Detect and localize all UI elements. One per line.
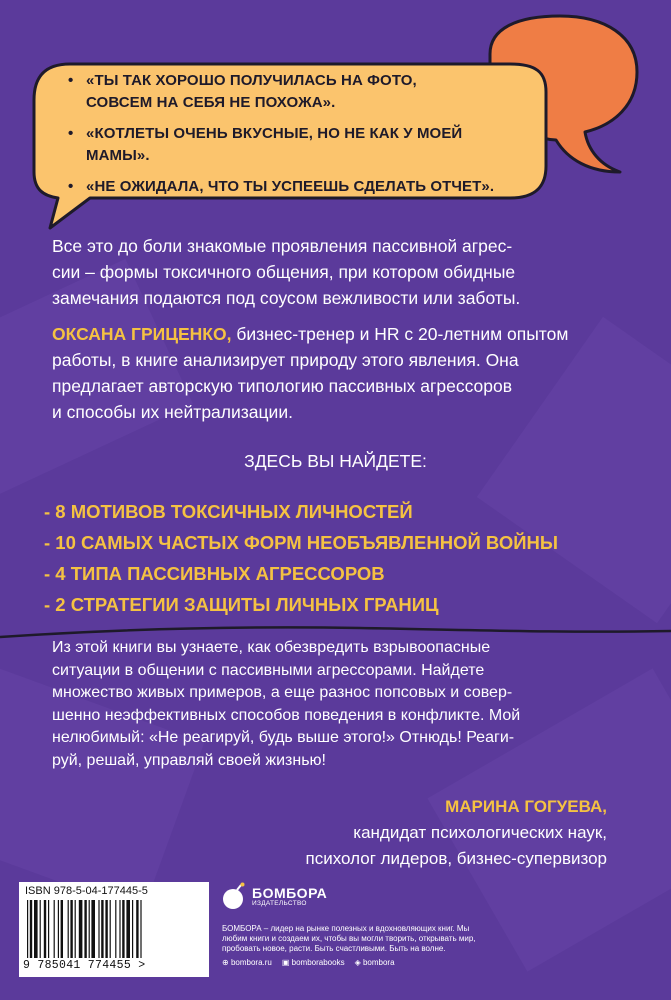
author-line: предлагает авторскую типологию пассивных агрессоров xyxy=(52,376,513,396)
findings-list xyxy=(44,496,558,620)
intro-paragraph xyxy=(52,233,620,311)
author-first-line xyxy=(52,321,620,347)
review-line: множество живых примеров, а еще разнос попсовых и совер- xyxy=(52,684,513,701)
author-name: ОКСАНА ГРИЦЕНКО, xyxy=(52,324,232,344)
social-link[interactable] xyxy=(355,958,395,967)
quote-item xyxy=(68,70,528,114)
barcode-number: 9 785041 774455 > xyxy=(23,959,146,972)
intro-line: сии – формы токсичного общения, при котором обидные xyxy=(52,262,516,282)
quote-line: «НЕ ОЖИДАЛА, ЧТО ТЫ УСПЕЕШЬ СДЕЛАТЬ ОТЧЕТ». xyxy=(86,178,495,195)
quote-list xyxy=(68,70,528,207)
review-signature xyxy=(306,794,607,872)
isbn-text: ISBN 978-5-04-177445-5 xyxy=(25,885,148,897)
website-link-label: bombora.ru xyxy=(230,958,272,967)
finding-item: - 10 САМЫХ ЧАСТЫХ ФОРМ НЕОБЪЯВЛЕННОЙ ВОЙНЫ xyxy=(44,532,558,553)
author-line: работы, в книге анализирует природу этого явления. Она xyxy=(52,350,519,370)
globe-icon: ⊕ xyxy=(222,958,229,967)
quote-bullet: • xyxy=(68,72,74,89)
quote-item xyxy=(68,176,528,198)
intro-line: Все это до боли знакомые проявления пассивной агрес- xyxy=(52,236,513,256)
vk-link-label: bomborabooks xyxy=(291,958,345,967)
reviewer-title: психолог лидеров, бизнес-супервизор xyxy=(305,849,607,868)
publisher-block xyxy=(222,882,632,967)
vk-icon: ▣ xyxy=(281,958,290,967)
publisher-links xyxy=(222,958,632,967)
findings-heading: ЗДЕСЬ ВЫ НАЙДЕТЕ: xyxy=(244,451,427,471)
publisher-logo xyxy=(222,882,632,910)
author-line: и способы их нейтрализации. xyxy=(52,402,293,422)
bomb-icon xyxy=(222,882,246,910)
review-line: руй, решай, управляй своей жизнью! xyxy=(52,751,326,769)
review-line: нелюбимый: «Не реагируй, будь выше этого!» Отнюдь! Реаги- xyxy=(52,729,515,746)
reviewer-title: кандидат психологических наук, xyxy=(353,823,607,842)
barcode-bars xyxy=(25,900,203,958)
review-line: ситуации в общении с пассивными агрессорами. Найдете xyxy=(52,661,485,679)
telegram-icon: ◈ xyxy=(354,958,361,967)
finding-item: - 8 МОТИВОВ ТОКСИЧНЫХ ЛИЧНОСТЕЙ xyxy=(44,501,413,522)
review-line: шенно неэффективных способов поведения в конфликте. Мой xyxy=(52,706,521,724)
review-paragraph xyxy=(52,637,622,772)
quote-bullet: • xyxy=(68,178,74,195)
website-link[interactable] xyxy=(222,958,272,967)
quote-bullet: • xyxy=(68,125,74,142)
barcode xyxy=(19,882,209,977)
quote-item xyxy=(68,123,528,167)
finding-item: - 2 СТРАТЕГИИ ЗАЩИТЫ ЛИЧНЫХ ГРАНИЦ xyxy=(44,594,439,615)
intro-line: замечания подаются под соусом вежливости или заботы. xyxy=(52,288,521,308)
quote-line: «КОТЛЕТЫ ОЧЕНЬ ВКУСНЫЕ, НО НЕ КАК У МОЕЙ МАМЫ». xyxy=(86,125,463,164)
quote-line: «ТЫ ТАК ХОРОШО ПОЛУЧИЛАСЬ НА ФОТО, xyxy=(86,72,417,89)
finding-item: - 4 ТИПА ПАССИВНЫХ АГРЕССОРОВ xyxy=(44,563,385,584)
vk-link[interactable] xyxy=(282,958,345,967)
publisher-description: БОМБОРА – лидер на рынке полезных и вдохновляющих книг. Мы любим книги и создаем их, чтобы вы могли творить, открывать мир, пробовать новое, расти. Быть счастливыми. Быть на волне. xyxy=(222,924,476,953)
author-first-line-rest: бизнес-тренер и HR с 20-летним опытом xyxy=(231,324,569,344)
social-link-label: bombora xyxy=(362,958,395,967)
author-paragraph xyxy=(52,321,620,425)
quote-line: СОВСЕМ НА СЕБЯ НЕ ПОХОЖА». xyxy=(86,94,336,111)
review-line: Из этой книги вы узнаете, как обезвредить взрывоопасные xyxy=(52,639,491,656)
publisher-subtitle: ИЗДАТЕЛЬСТВО xyxy=(252,899,307,907)
reviewer-name: МАРИНА ГОГУЕВА, xyxy=(445,797,607,816)
publisher-name: БОМБОРА xyxy=(252,884,328,901)
